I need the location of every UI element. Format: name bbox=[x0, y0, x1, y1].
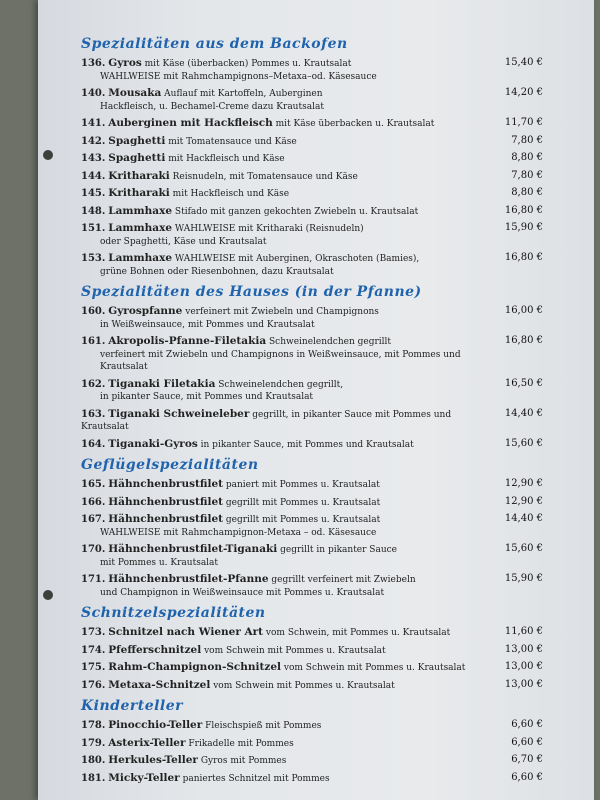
item-price: 12,90 € bbox=[504, 478, 543, 489]
item-number: 175. bbox=[81, 662, 106, 673]
item-name: Metaxa-Schnitzel bbox=[108, 678, 211, 691]
item-price: 16,80 € bbox=[504, 335, 543, 346]
item-description-continued: oder Spaghetti, Käse und Krautsalat bbox=[100, 236, 267, 247]
item-description-continued: grüne Bohnen oder Riesenbohnen, dazu Krautsalat bbox=[100, 266, 334, 277]
menu-item bbox=[81, 170, 551, 184]
section-title: Spezialitäten des Hauses (in der Pfanne) bbox=[81, 284, 422, 300]
item-name: Auberginen mit Hackfleisch bbox=[108, 117, 273, 129]
binder-hole bbox=[43, 150, 53, 160]
item-price: 15,90 € bbox=[504, 222, 543, 233]
item-name: Lammhaxe bbox=[108, 204, 173, 217]
item-price: 8,80 € bbox=[511, 187, 543, 198]
item-name: Hähnchenbrustfilet bbox=[108, 478, 223, 490]
item-price: 14,40 € bbox=[504, 407, 543, 419]
item-description: paniertes Schnitzel mit Pommes bbox=[182, 773, 330, 784]
item-description: vom Schwein mit Pommes u. Krautsalat bbox=[213, 680, 395, 691]
item-description: Auflauf mit Kartoffeln, Auberginen bbox=[164, 89, 323, 99]
menu-item bbox=[81, 573, 551, 599]
menu-page bbox=[38, 0, 594, 800]
item-name: Tiganaki Filetakia bbox=[108, 377, 216, 390]
item-description: mit Hackfleisch und Käse bbox=[168, 154, 285, 164]
menu-section bbox=[81, 457, 551, 599]
item-description: gegrillt in pikanter Sauce bbox=[280, 545, 397, 555]
item-name: Hähnchenbrustfilet-Tiganaki bbox=[108, 543, 278, 555]
item-description: mit Hackfleisch und Käse bbox=[172, 189, 290, 199]
item-description-continued: WAHLWEISE mit Rahmchampignon-Metaxa – od. Käsesauce bbox=[100, 527, 377, 538]
item-name: Pfefferschnitzel bbox=[108, 643, 202, 656]
menu-item bbox=[81, 478, 551, 492]
menu-item bbox=[81, 222, 551, 248]
item-number: 141. bbox=[81, 118, 106, 129]
item-price: 15,60 € bbox=[504, 543, 543, 554]
item-description-continued: in pikanter Sauce, mit Pommes und Krautsalat bbox=[100, 392, 314, 402]
item-price: 15,90 € bbox=[504, 573, 543, 584]
menu-item bbox=[81, 543, 551, 569]
item-price: 16,50 € bbox=[504, 377, 543, 389]
section-title: Spezialitäten aus dem Backofen bbox=[81, 36, 348, 52]
section-title: Kinderteller bbox=[81, 698, 184, 714]
item-number: 165. bbox=[81, 479, 106, 490]
menu-item bbox=[81, 152, 551, 166]
item-name: Lammhaxe bbox=[108, 252, 173, 264]
menu-item bbox=[81, 772, 551, 786]
menu-section bbox=[81, 698, 551, 785]
menu-section bbox=[81, 36, 551, 278]
item-description-continued: und Champignon in Weißweinsauce mit Pommes u. Krautsalat bbox=[100, 587, 385, 598]
item-description: vom Schwein mit Pommes u. Krautsalat bbox=[204, 645, 386, 656]
item-number: 171. bbox=[81, 574, 106, 585]
item-number: 145. bbox=[81, 188, 106, 199]
item-price: 14,20 € bbox=[504, 87, 543, 98]
item-number: 176. bbox=[81, 679, 106, 691]
menu-item bbox=[81, 644, 551, 658]
item-price: 7,80 € bbox=[511, 134, 543, 146]
item-description: Schweinelendchen gegrillt, bbox=[218, 379, 344, 390]
item-name: Hähnchenbrustfilet bbox=[108, 495, 223, 508]
binder-hole bbox=[43, 590, 53, 600]
item-name: Kritharaki bbox=[108, 169, 170, 182]
item-price: 6,60 € bbox=[511, 771, 543, 783]
item-number: 144. bbox=[81, 170, 106, 182]
menu-item bbox=[81, 626, 551, 640]
menu-item bbox=[81, 679, 551, 693]
item-price: 15,40 € bbox=[504, 57, 543, 68]
menu-item bbox=[81, 737, 551, 751]
item-price: 15,60 € bbox=[504, 437, 543, 449]
item-number: 161. bbox=[81, 336, 106, 347]
item-price: 6,60 € bbox=[511, 736, 543, 748]
item-name: Gyrospfanne bbox=[108, 305, 183, 317]
item-price: 16,80 € bbox=[504, 204, 543, 216]
item-name: Spaghetti bbox=[108, 134, 166, 147]
item-number: 173. bbox=[81, 627, 106, 638]
item-number: 178. bbox=[81, 720, 106, 731]
menu-item bbox=[81, 513, 551, 539]
item-description-continued: WAHLWEISE mit Rahmchampignons–Metaxa–od. Käsesauce bbox=[100, 71, 377, 82]
item-description: mit Käse (überbacken) Pommes u. Krautsalat bbox=[144, 59, 352, 69]
item-number: 148. bbox=[81, 205, 106, 217]
item-number: 136. bbox=[81, 58, 106, 69]
item-name: Spaghetti bbox=[108, 152, 166, 164]
item-name: Tiganaki Schweineleber bbox=[108, 407, 250, 420]
menu-section bbox=[81, 605, 551, 692]
item-description: Frikadelle mit Pommes bbox=[188, 738, 294, 749]
item-description: WAHLWEISE mit Kritharaki (Reisnudeln) bbox=[174, 224, 364, 234]
item-number: 151. bbox=[81, 223, 106, 234]
item-number: 142. bbox=[81, 135, 106, 147]
item-name: Mousaka bbox=[108, 87, 162, 99]
item-price: 7,80 € bbox=[511, 169, 543, 181]
item-name: Schnitzel nach Wiener Art bbox=[108, 626, 264, 638]
item-description-continued: in Weißweinsauce, mit Pommes und Krautsalat bbox=[100, 319, 315, 330]
item-name: Akropolis-Pfanne-Filetakia bbox=[108, 335, 267, 347]
item-name: Lammhaxe bbox=[108, 222, 173, 234]
item-number: 180. bbox=[81, 755, 106, 766]
item-number: 167. bbox=[81, 514, 106, 525]
item-number: 181. bbox=[81, 772, 106, 784]
section-title: Schnitzelspezialitäten bbox=[81, 605, 266, 621]
item-description: mit Käse überbacken u. Krautsalat bbox=[275, 119, 435, 129]
item-name: Kritharaki bbox=[108, 187, 170, 199]
item-price: 8,80 € bbox=[511, 152, 543, 163]
menu-item bbox=[81, 408, 551, 434]
item-price: 12,90 € bbox=[504, 495, 543, 507]
item-description: WAHLWEISE mit Auberginen, Okraschoten (Bamies), bbox=[174, 254, 420, 264]
menu-item bbox=[81, 335, 551, 374]
item-description: mit Tomatensauce und Käse bbox=[168, 136, 297, 147]
item-description: gegrillt verfeinert mit Zwiebeln bbox=[271, 575, 416, 585]
item-name: Micky-Teller bbox=[108, 771, 180, 784]
item-description: in pikanter Sauce, mit Pommes und Krautsalat bbox=[200, 439, 414, 450]
item-name: Rahm-Champignon-Schnitzel bbox=[108, 661, 282, 673]
item-description: Gyros mit Pommes bbox=[200, 756, 287, 766]
item-description: Reisnudeln, mit Tomatensauce und Käse bbox=[172, 171, 358, 182]
item-price: 13,00 € bbox=[504, 661, 543, 672]
item-description: gegrillt mit Pommes u. Krautsalat bbox=[225, 515, 381, 525]
item-price: 16,00 € bbox=[504, 305, 543, 316]
item-number: 163. bbox=[81, 408, 106, 420]
item-price: 16,80 € bbox=[504, 252, 543, 263]
item-description-continued: Hackfleisch, u. Bechamel-Creme dazu Krautsalat bbox=[100, 101, 324, 112]
item-description: paniert mit Pommes u. Krautsalat bbox=[225, 480, 380, 490]
menu-item bbox=[81, 87, 551, 113]
item-number: 140. bbox=[81, 88, 106, 99]
item-price: 13,00 € bbox=[504, 643, 543, 655]
item-number: 160. bbox=[81, 306, 106, 317]
item-name: Herkules-Teller bbox=[108, 754, 198, 766]
item-name: Gyros bbox=[108, 57, 142, 69]
item-description: Fleischspieß mit Pommes bbox=[205, 721, 322, 731]
item-name: Pinocchio-Teller bbox=[108, 719, 203, 731]
menu-item bbox=[81, 438, 551, 452]
item-name: Hähnchenbrustfilet-Pfanne bbox=[108, 573, 269, 585]
item-number: 153. bbox=[81, 253, 106, 264]
item-description: gegrillt mit Pommes u. Krautsalat bbox=[225, 497, 381, 508]
menu-item bbox=[81, 305, 551, 331]
item-name: Tiganaki-Gyros bbox=[108, 437, 198, 450]
menu-item bbox=[81, 135, 551, 149]
item-description: Schweinelendchen gegrillt bbox=[269, 337, 392, 347]
menu-item bbox=[81, 187, 551, 201]
item-description: Stifado mit ganzen gekochten Zwiebeln u. Krautsalat bbox=[174, 206, 419, 217]
item-number: 179. bbox=[81, 737, 106, 749]
menu-item bbox=[81, 496, 551, 510]
item-description-continued: mit Pommes u. Krautsalat bbox=[100, 557, 219, 568]
item-price: 11,60 € bbox=[504, 626, 543, 637]
item-name: Hähnchenbrustfilet bbox=[108, 513, 223, 525]
menu-item bbox=[81, 117, 551, 131]
item-price: 6,70 € bbox=[511, 754, 543, 765]
item-description-continued: verfeinert mit Zwiebeln und Champignons in Weißweinsauce, mit Pommes und Krautsalat bbox=[100, 349, 461, 372]
menu-content bbox=[81, 30, 551, 789]
menu-item bbox=[81, 57, 551, 83]
menu-item bbox=[81, 661, 551, 675]
item-description: vom Schwein, mit Pommes u. Krautsalat bbox=[265, 628, 451, 638]
item-number: 174. bbox=[81, 644, 106, 656]
item-number: 170. bbox=[81, 544, 106, 555]
item-description: gegrillt, in pikanter Sauce mit Pommes und Krautsalat bbox=[81, 409, 452, 432]
item-number: 162. bbox=[81, 378, 106, 390]
item-price: 6,60 € bbox=[511, 719, 543, 730]
item-number: 143. bbox=[81, 153, 106, 164]
menu-item bbox=[81, 378, 551, 404]
item-number: 166. bbox=[81, 496, 106, 508]
item-price: 13,00 € bbox=[504, 678, 543, 690]
menu-item bbox=[81, 719, 551, 733]
menu-item bbox=[81, 754, 551, 768]
item-description: vom Schwein mit Pommes u. Krautsalat bbox=[283, 663, 466, 673]
item-price: 11,70 € bbox=[504, 117, 543, 128]
menu-item bbox=[81, 205, 551, 219]
item-number: 164. bbox=[81, 438, 106, 450]
item-description: verfeinert mit Zwiebeln und Champignons bbox=[185, 307, 379, 317]
menu-section bbox=[81, 284, 551, 451]
item-name: Asterix-Teller bbox=[108, 736, 186, 749]
section-title: Geflügelspezialitäten bbox=[81, 457, 259, 473]
menu-item bbox=[81, 252, 551, 278]
item-price: 14,40 € bbox=[504, 513, 543, 524]
